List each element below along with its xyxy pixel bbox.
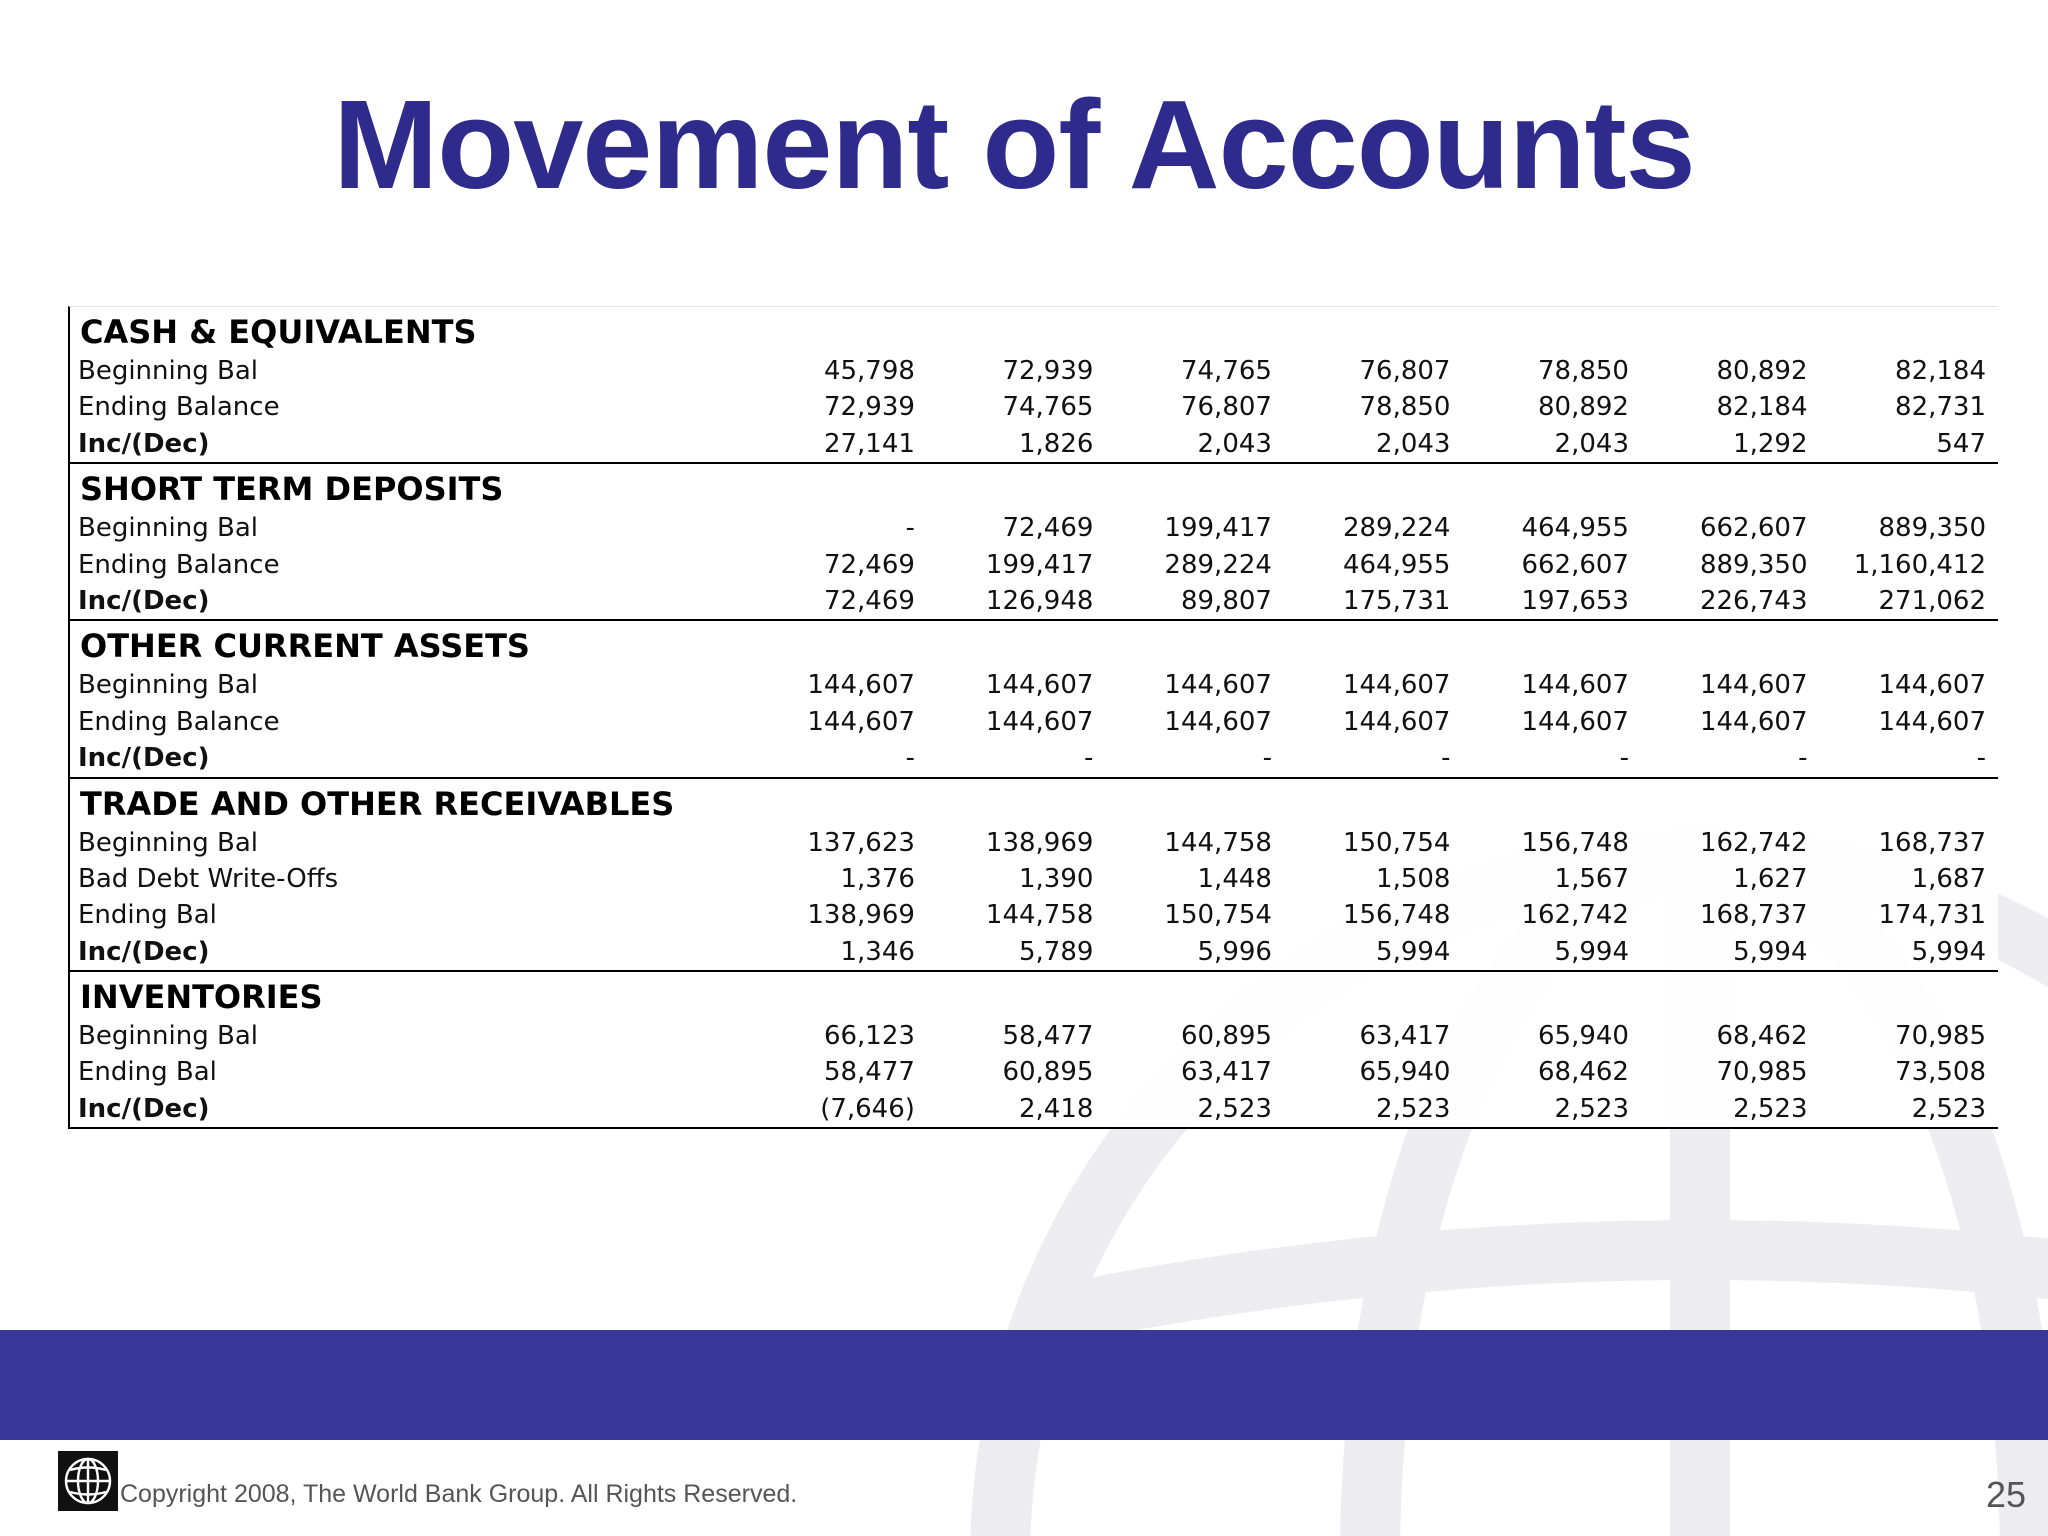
table-cell: 464,955 [1521,513,1629,544]
section-heading: CASH & EQUIVALENTS [80,313,477,351]
table-cell: 271,062 [1878,585,1987,616]
table-cell: 72,939 [1002,356,1094,386]
table-cell: - [905,743,915,774]
row-label: Ending Balance [78,549,280,580]
slide-title-text: Movement of Accounts [333,74,1695,215]
table-cell: 2,523 [1733,1093,1808,1124]
table-cell: 1,567 [1554,863,1629,894]
table-cell: - [1262,743,1272,774]
account-section [70,307,1998,464]
table-row [70,389,1998,425]
table-cell: 1,160,412 [1853,549,1987,580]
table-cell: 144,607 [807,670,915,701]
table-cell: 126,948 [985,585,1094,616]
table-cell: 72,939 [823,392,915,423]
table-cell: 74,765 [1002,392,1094,423]
row-label: Beginning Bal [78,356,258,386]
section-heading: TRADE AND OTHER RECEIVABLES [80,784,675,823]
table-cell: 199,417 [985,549,1094,580]
table-cell: 144,607 [1699,670,1808,701]
table-cell: 5,789 [1019,936,1094,967]
row-label: Ending Balance [78,706,280,737]
table-cell: 82,184 [1716,392,1808,423]
table-cell: 1,627 [1733,863,1808,894]
table-cell: 5,996 [1197,936,1272,967]
table-row [70,704,1998,740]
table-cell: 63,417 [1180,1057,1272,1088]
world-bank-globe-icon [58,1451,118,1511]
table-row [70,740,1998,776]
table-cell: 144,607 [1521,706,1629,737]
table-cell: 1,448 [1197,863,1272,894]
table-cell: 65,940 [1538,1021,1629,1052]
table-row [70,861,1998,897]
table-cell: 76,807 [1359,356,1451,386]
table-cell: 1,390 [1019,863,1094,894]
row-label: Ending Balance [78,392,280,423]
table-cell: 150,754 [1164,900,1272,931]
table-cell: 174,731 [1878,900,1987,931]
accounts-table [68,306,1998,1129]
copyright-notice: Copyright 2008, The World Bank Group. All Rights Reserved. [120,1480,798,1508]
table-cell: 168,737 [1699,900,1808,931]
table-cell: 168,737 [1878,827,1987,858]
table-cell: 2,043 [1197,428,1272,459]
table-cell: 156,748 [1342,900,1451,931]
table-cell: 66,123 [823,1021,915,1052]
table-cell: 144,607 [807,706,915,737]
table-cell: 150,754 [1342,827,1451,858]
table-cell: 226,743 [1699,585,1808,616]
row-label: Inc/(Dec) [78,1093,210,1124]
table-cell: 162,742 [1521,900,1629,931]
table-row [70,934,1998,970]
table-cell: 289,224 [1342,513,1451,544]
table-cell: 5,994 [1376,936,1451,967]
table-cell: 2,523 [1554,1093,1629,1124]
table-cell: 80,892 [1716,356,1808,386]
table-cell: 662,607 [1521,549,1629,580]
table-cell: 70,985 [1716,1057,1808,1088]
table-cell: 45,798 [823,356,915,386]
table-row [70,1054,1998,1090]
table-cell: 82,184 [1895,356,1987,386]
row-label: Beginning Bal [78,670,258,701]
row-label: Ending Bal [78,1057,217,1088]
table-cell: 65,940 [1359,1057,1451,1088]
table-cell: - [1441,743,1451,774]
table-cell: 72,469 [823,585,915,616]
table-cell: 1,687 [1911,863,1987,894]
table-cell: 199,417 [1164,513,1272,544]
table-cell: 1,826 [1019,428,1094,459]
section-heading: INVENTORIES [80,978,323,1017]
table-cell: 60,895 [1180,1021,1272,1052]
table-cell: 144,758 [1164,827,1272,858]
row-label: Beginning Bal [78,827,258,858]
row-label: Beginning Bal [78,513,258,544]
table-cell: 72,469 [823,549,915,580]
table-cell: 547 [1936,428,1987,459]
table-cell: 27,141 [823,428,915,459]
table-row [70,510,1998,546]
table-cell: 70,985 [1895,1021,1987,1052]
row-label: Ending Bal [78,900,217,931]
row-label: Inc/(Dec) [78,743,210,774]
table-cell: 1,292 [1733,428,1808,459]
table-row [70,1018,1998,1054]
table-cell: - [1976,743,1987,774]
table-cell: 1,508 [1376,863,1451,894]
table-row [70,1091,1998,1127]
table-cell: 58,477 [1002,1021,1094,1052]
table-cell: 80,892 [1538,392,1629,423]
table-cell: 137,623 [807,827,915,858]
page-number: 25 [1985,1474,2026,1515]
table-cell: 78,850 [1538,356,1629,386]
table-cell: 2,043 [1376,428,1451,459]
table-cell: 74,765 [1180,356,1272,386]
table-row [70,353,1998,389]
account-section [70,621,1998,778]
table-cell: - [1619,743,1629,774]
table-cell: 156,748 [1521,827,1629,858]
row-label: Inc/(Dec) [78,936,210,967]
table-cell: 73,508 [1895,1057,1987,1088]
table-cell: 68,462 [1538,1057,1629,1088]
table-cell: 144,607 [1521,670,1629,701]
table-cell: 138,969 [985,827,1094,858]
table-cell: 5,994 [1911,936,1987,967]
account-section [70,464,1998,621]
table-row [70,583,1998,619]
table-row [70,426,1998,462]
table-row [70,667,1998,703]
table-cell: 144,607 [1878,706,1987,737]
table-cell: 144,607 [1164,706,1272,737]
table-cell: 889,350 [1699,549,1808,580]
table-cell: 5,994 [1733,936,1808,967]
table-cell: 144,758 [985,900,1094,931]
table-cell: 144,607 [985,706,1094,737]
table-cell: 72,469 [1002,513,1094,544]
row-label: Inc/(Dec) [78,428,210,459]
table-cell: - [905,513,915,544]
account-section [70,779,1998,973]
table-cell: 1,376 [840,863,915,894]
table-cell: 138,969 [807,900,915,931]
table-cell: 289,224 [1164,549,1272,580]
section-heading: SHORT TERM DEPOSITS [80,470,504,509]
table-cell: - [1084,743,1094,774]
table-cell: 144,607 [985,670,1094,701]
table-cell: 78,850 [1359,392,1451,423]
table-cell: 197,653 [1521,585,1629,616]
table-cell: 5,994 [1554,936,1629,967]
table-cell: 60,895 [1002,1057,1094,1088]
footer-band [0,1330,2048,1440]
table-row [70,897,1998,933]
table-cell: 175,731 [1342,585,1451,616]
table-cell: 2,523 [1911,1093,1987,1124]
table-cell: 82,731 [1895,392,1987,423]
table-cell: (7,646) [820,1093,915,1124]
table-cell: 58,477 [823,1057,915,1088]
table-cell: 889,350 [1878,513,1987,544]
table-cell: 662,607 [1699,513,1808,544]
table-cell: 144,607 [1878,670,1987,701]
table-cell: 144,607 [1164,670,1272,701]
account-section [70,972,1998,1129]
table-cell: 144,607 [1699,706,1808,737]
table-cell: 76,807 [1180,392,1272,423]
table-cell: 144,607 [1342,706,1451,737]
slide-title [0,70,2048,220]
table-cell: 464,955 [1342,549,1451,580]
table-cell: 144,607 [1342,670,1451,701]
table-cell: 63,417 [1359,1021,1451,1052]
table-row [70,825,1998,861]
table-cell: 2,523 [1197,1093,1272,1124]
table-cell: 68,462 [1716,1021,1808,1052]
table-cell: 1,346 [840,936,915,967]
table-row [70,547,1998,583]
row-label: Beginning Bal [78,1021,258,1052]
row-label: Bad Debt Write-Offs [78,863,339,894]
section-heading: OTHER CURRENT ASSETS [80,627,530,666]
table-cell: 89,807 [1180,585,1272,616]
table-cell: 2,523 [1376,1093,1451,1124]
table-cell: - [1798,743,1808,774]
row-label: Inc/(Dec) [78,585,210,616]
table-cell: 2,418 [1019,1093,1094,1124]
table-cell: 162,742 [1699,827,1808,858]
table-cell: 2,043 [1554,428,1629,459]
